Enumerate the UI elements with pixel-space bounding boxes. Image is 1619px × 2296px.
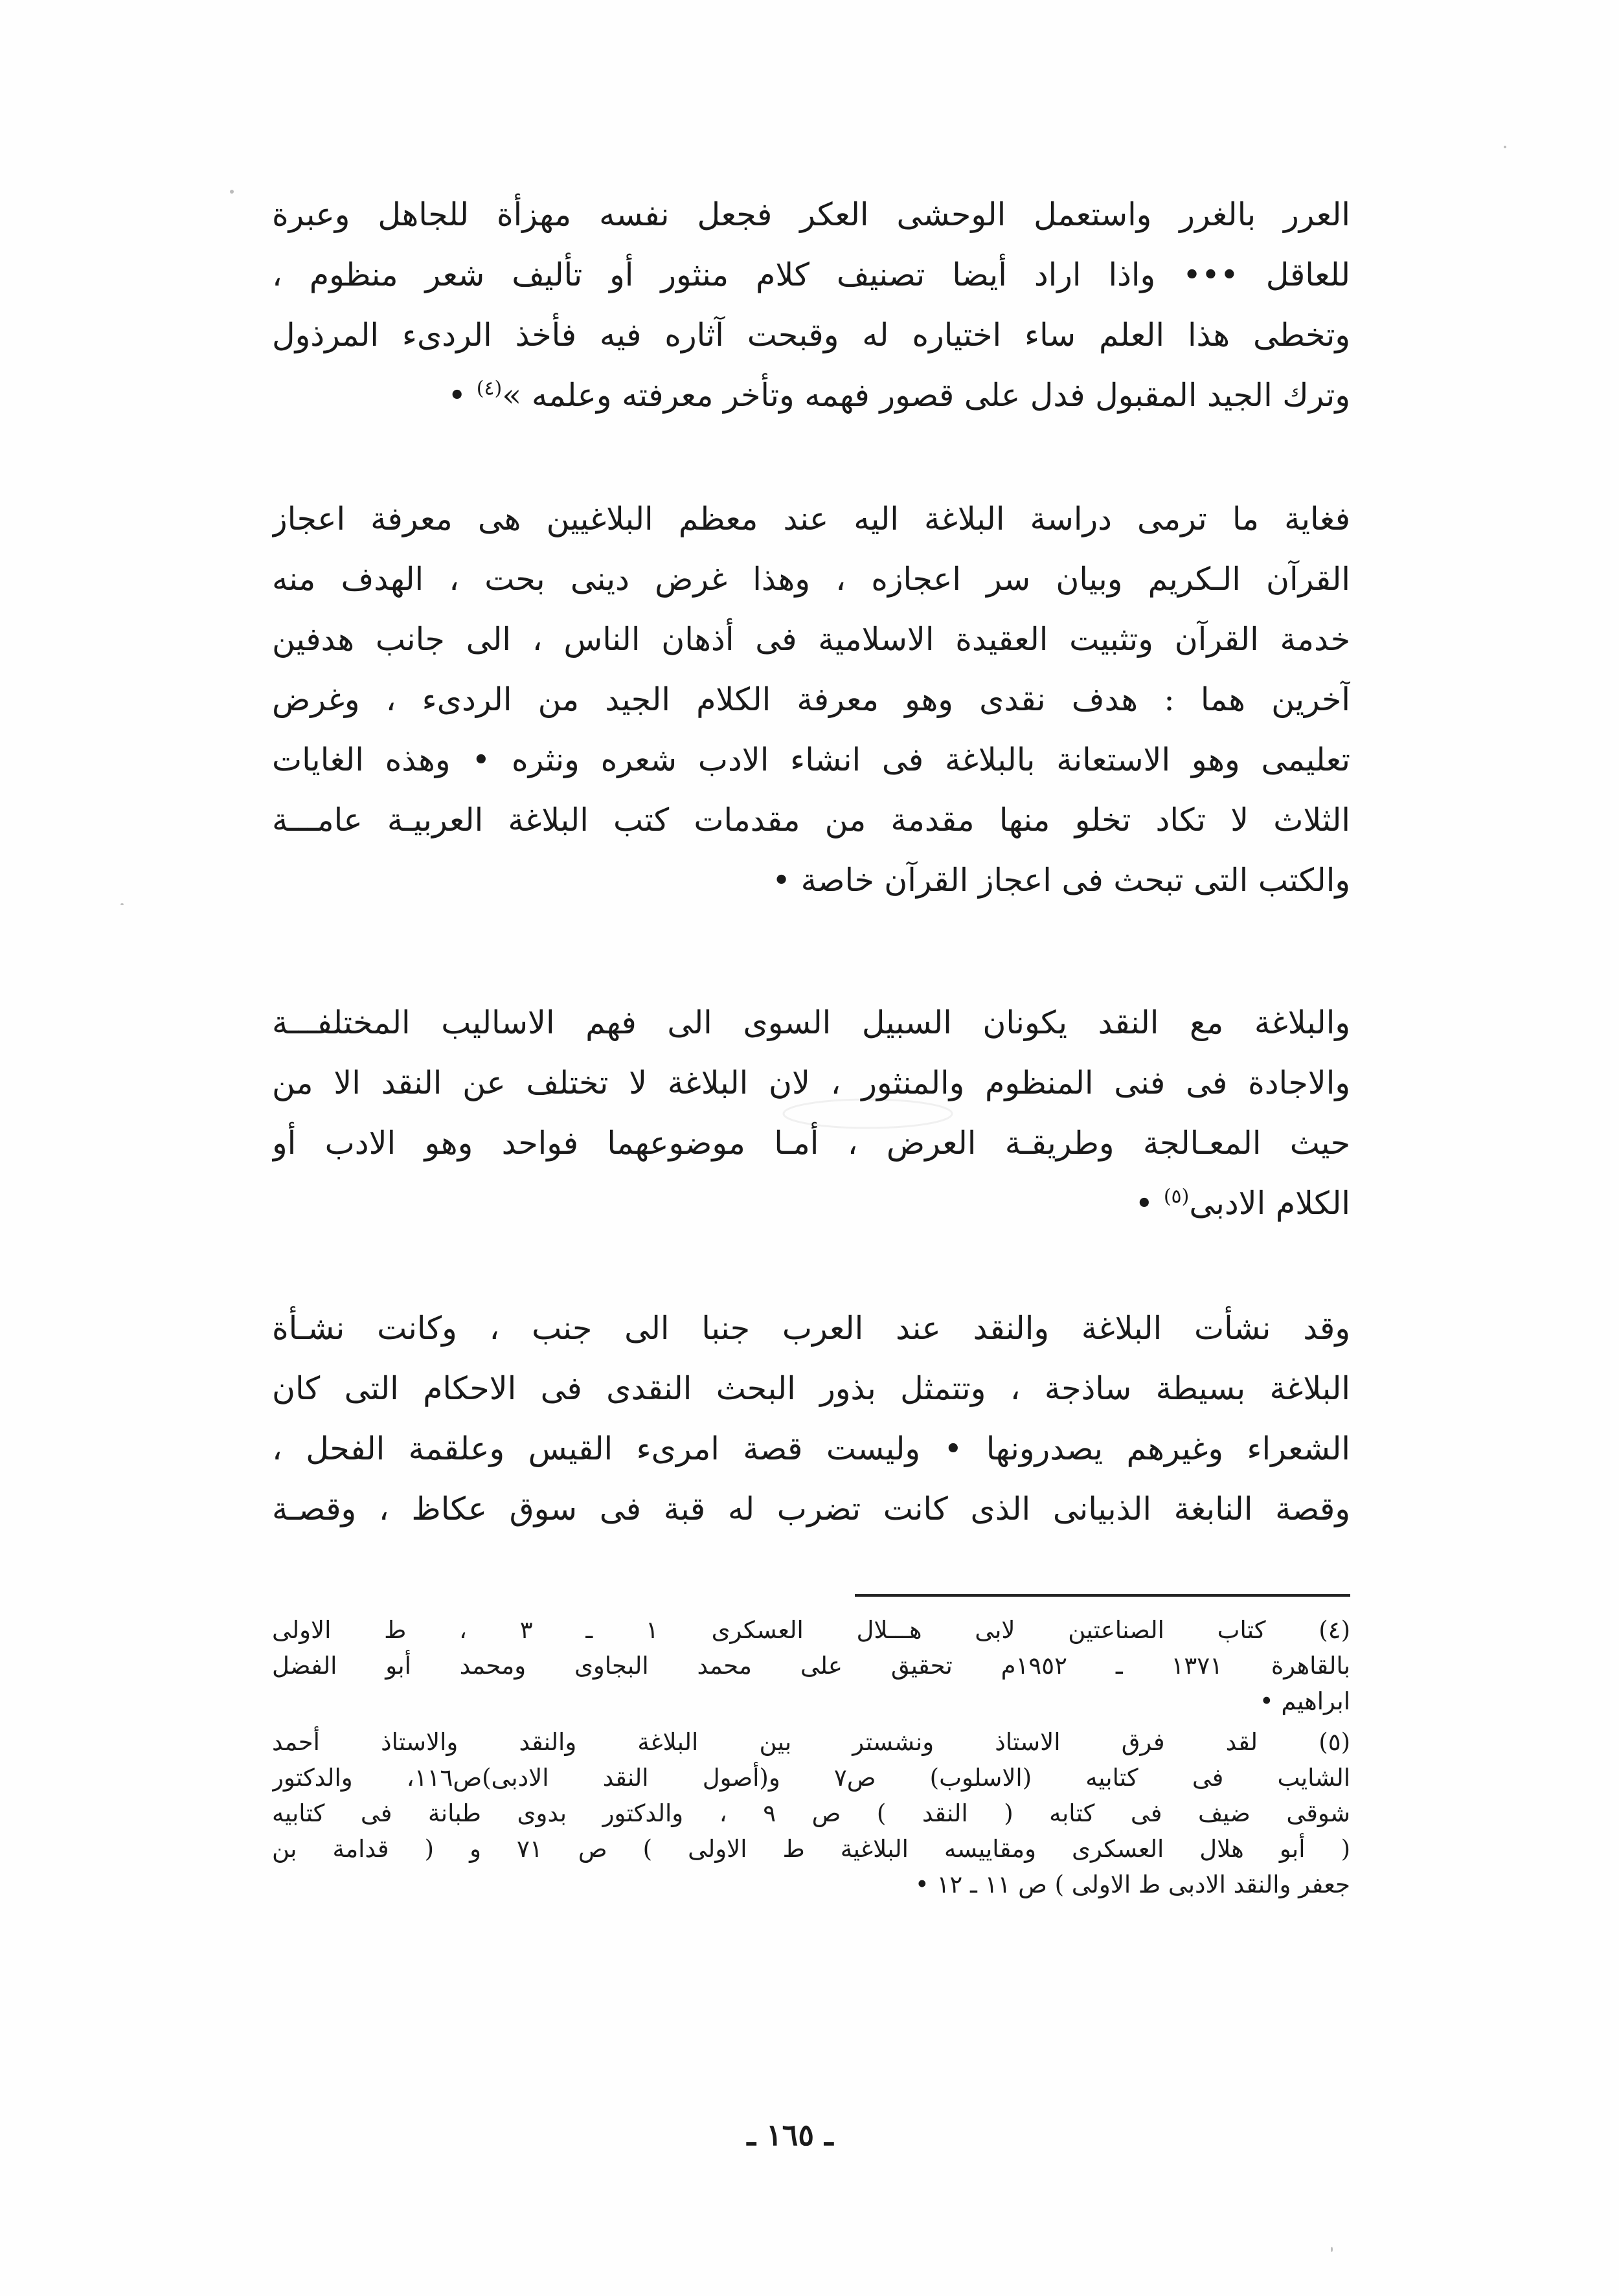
paragraph-4 [272, 1298, 1350, 1539]
line-end-mark: • [1135, 1185, 1164, 1222]
footnote-line: (٤) كتاب الصناعتين لابى هـــلال العسكرى ١ ـ ٣ ، ط الاولى [272, 1616, 1350, 1644]
text-line [272, 365, 1350, 425]
scan-speck [1331, 2247, 1333, 2252]
text-line: تعليمى وهو الاستعانة بالبلاغة فى انشاء الادب شعره ونثره • وهذه الغايات [272, 741, 1350, 778]
footnote-4 [272, 1612, 1350, 1719]
text-line-content: الكلام الادبى [1189, 1185, 1350, 1222]
text-line: الشعراء وغيرهم يصدرونها • وليست قصة امرىء القيس وعلقمة الفحل ، [272, 1430, 1350, 1467]
text-line: والبلاغة مع النقد يكونان السبيل السوى الى فهم الاساليب المختلفـــة [272, 1004, 1350, 1041]
footnote-line: ابراهيم • [1259, 1687, 1350, 1715]
footnote-line: جعفر والنقد الادبى ط الاولى ) ص ١١ ـ ١٢ • [914, 1871, 1350, 1898]
text-line: فغاية ما ترمى دراسة البلاغة اليه عند معظم البلاغيين هى معرفة اعجاز [272, 501, 1350, 537]
text-line: وقصة النابغة الذبيانى الذى كانت تضرب له قبة فى سوق عكاظ ، وقصـة [272, 1491, 1350, 1527]
footnote-separator [855, 1594, 1350, 1597]
text-line: وقد نشأت البلاغة والنقد عند العرب جنبا الى جنب ، وكانت نشـأة [272, 1310, 1350, 1347]
text-line: آخرين هما : هدف نقدى وهو معرفة الكلام الجيد من الردىء ، وغرض [272, 681, 1350, 718]
scan-speck [1504, 146, 1506, 148]
text-line: خدمة القرآن وتثبيت العقيدة الاسلامية فى أذهان الناس ، الى جانب هدفين [272, 621, 1350, 658]
footnote-ref: (٥) [1163, 1185, 1190, 1208]
text-line: والاجادة فى فنى المنظوم والمنثور ، لان البلاغة لا تختلف عن النقد الا من [272, 1064, 1350, 1101]
text-line: القرآن الـكريم وبيان سر اعجازه ، وهذا غرض دينى بحت ، الهدف منه [272, 561, 1350, 598]
text-line: للعاقل ••• واذا اراد أيضا تصنيف كلام منثور أو تأليف شعر منظوم ، [272, 256, 1350, 293]
footnote-ref: (٤) [476, 377, 503, 400]
line-end-mark: • [447, 377, 477, 414]
footnote-line: الشايب فى كتابيه (الاسلوب) ص٧ و(أصول النقد الادبى)ص١١٦، والدكتور [272, 1764, 1350, 1792]
footnote-5 [272, 1724, 1350, 1902]
paragraph-2 [272, 489, 1350, 910]
scan-speck [230, 190, 234, 194]
paragraph-3 [272, 993, 1350, 1233]
paragraph-1 [272, 185, 1350, 425]
page-number: ـ ١٦٥ ـ [747, 2117, 833, 2152]
text-line [272, 1173, 1350, 1233]
text-line: البلاغة بسيطة ساذجة ، وتتمثل بذور البحث النقدى فى الاحكام التى كان [272, 1370, 1350, 1407]
text-line: الثلاث لا تكاد تخلو منها مقدمة من مقدمات كتب البلاغة العربيـة عامـــة [272, 802, 1350, 838]
footnote-line: ( أبو هلال العسكرى ومقاييسه البلاغية ط الاولى ) ص ٧١ و ( قدامة بن [272, 1835, 1350, 1863]
scan-speck [120, 903, 124, 905]
footnotes [272, 1612, 1350, 1902]
text-line: حيث المعـالجة وطريقـة العرض ، أمـا موضوعهما فواحد وهو الادب أو [272, 1125, 1350, 1162]
text-line: والكتب التى تبحث فى اعجاز القرآن خاصة • [772, 862, 1350, 899]
footnote-line: (٥) لقد فرق الاستاذ ونشستر بين البلاغة والنقد والاستاذ أحمد [272, 1728, 1350, 1756]
text-line: وتخطى هذا العلم ساء اختياره له وقبحت آثاره فيه فأخذ الردىء المرذول [272, 317, 1350, 354]
footnote-line: شوقى ضيف فى كتابه ( النقد ) ص ٩ ، والدكتور بدوى طبانة فى كتابيه [272, 1799, 1350, 1827]
text-line: العرر بالغرر واستعمل الوحشى العكر فجعل نفسه مهزأة للجاهل وعبرة [272, 196, 1350, 233]
footnote-line: بالقاهرة ١٣٧١ ـ ١٩٥٢م تحقيق على محمد البجاوى ومحمد أبو الفضل [272, 1652, 1350, 1680]
text-line-content: وترك الجيد المقبول فدل على قصور فهمه وتأخر معرفته وعلمه » [502, 377, 1350, 414]
